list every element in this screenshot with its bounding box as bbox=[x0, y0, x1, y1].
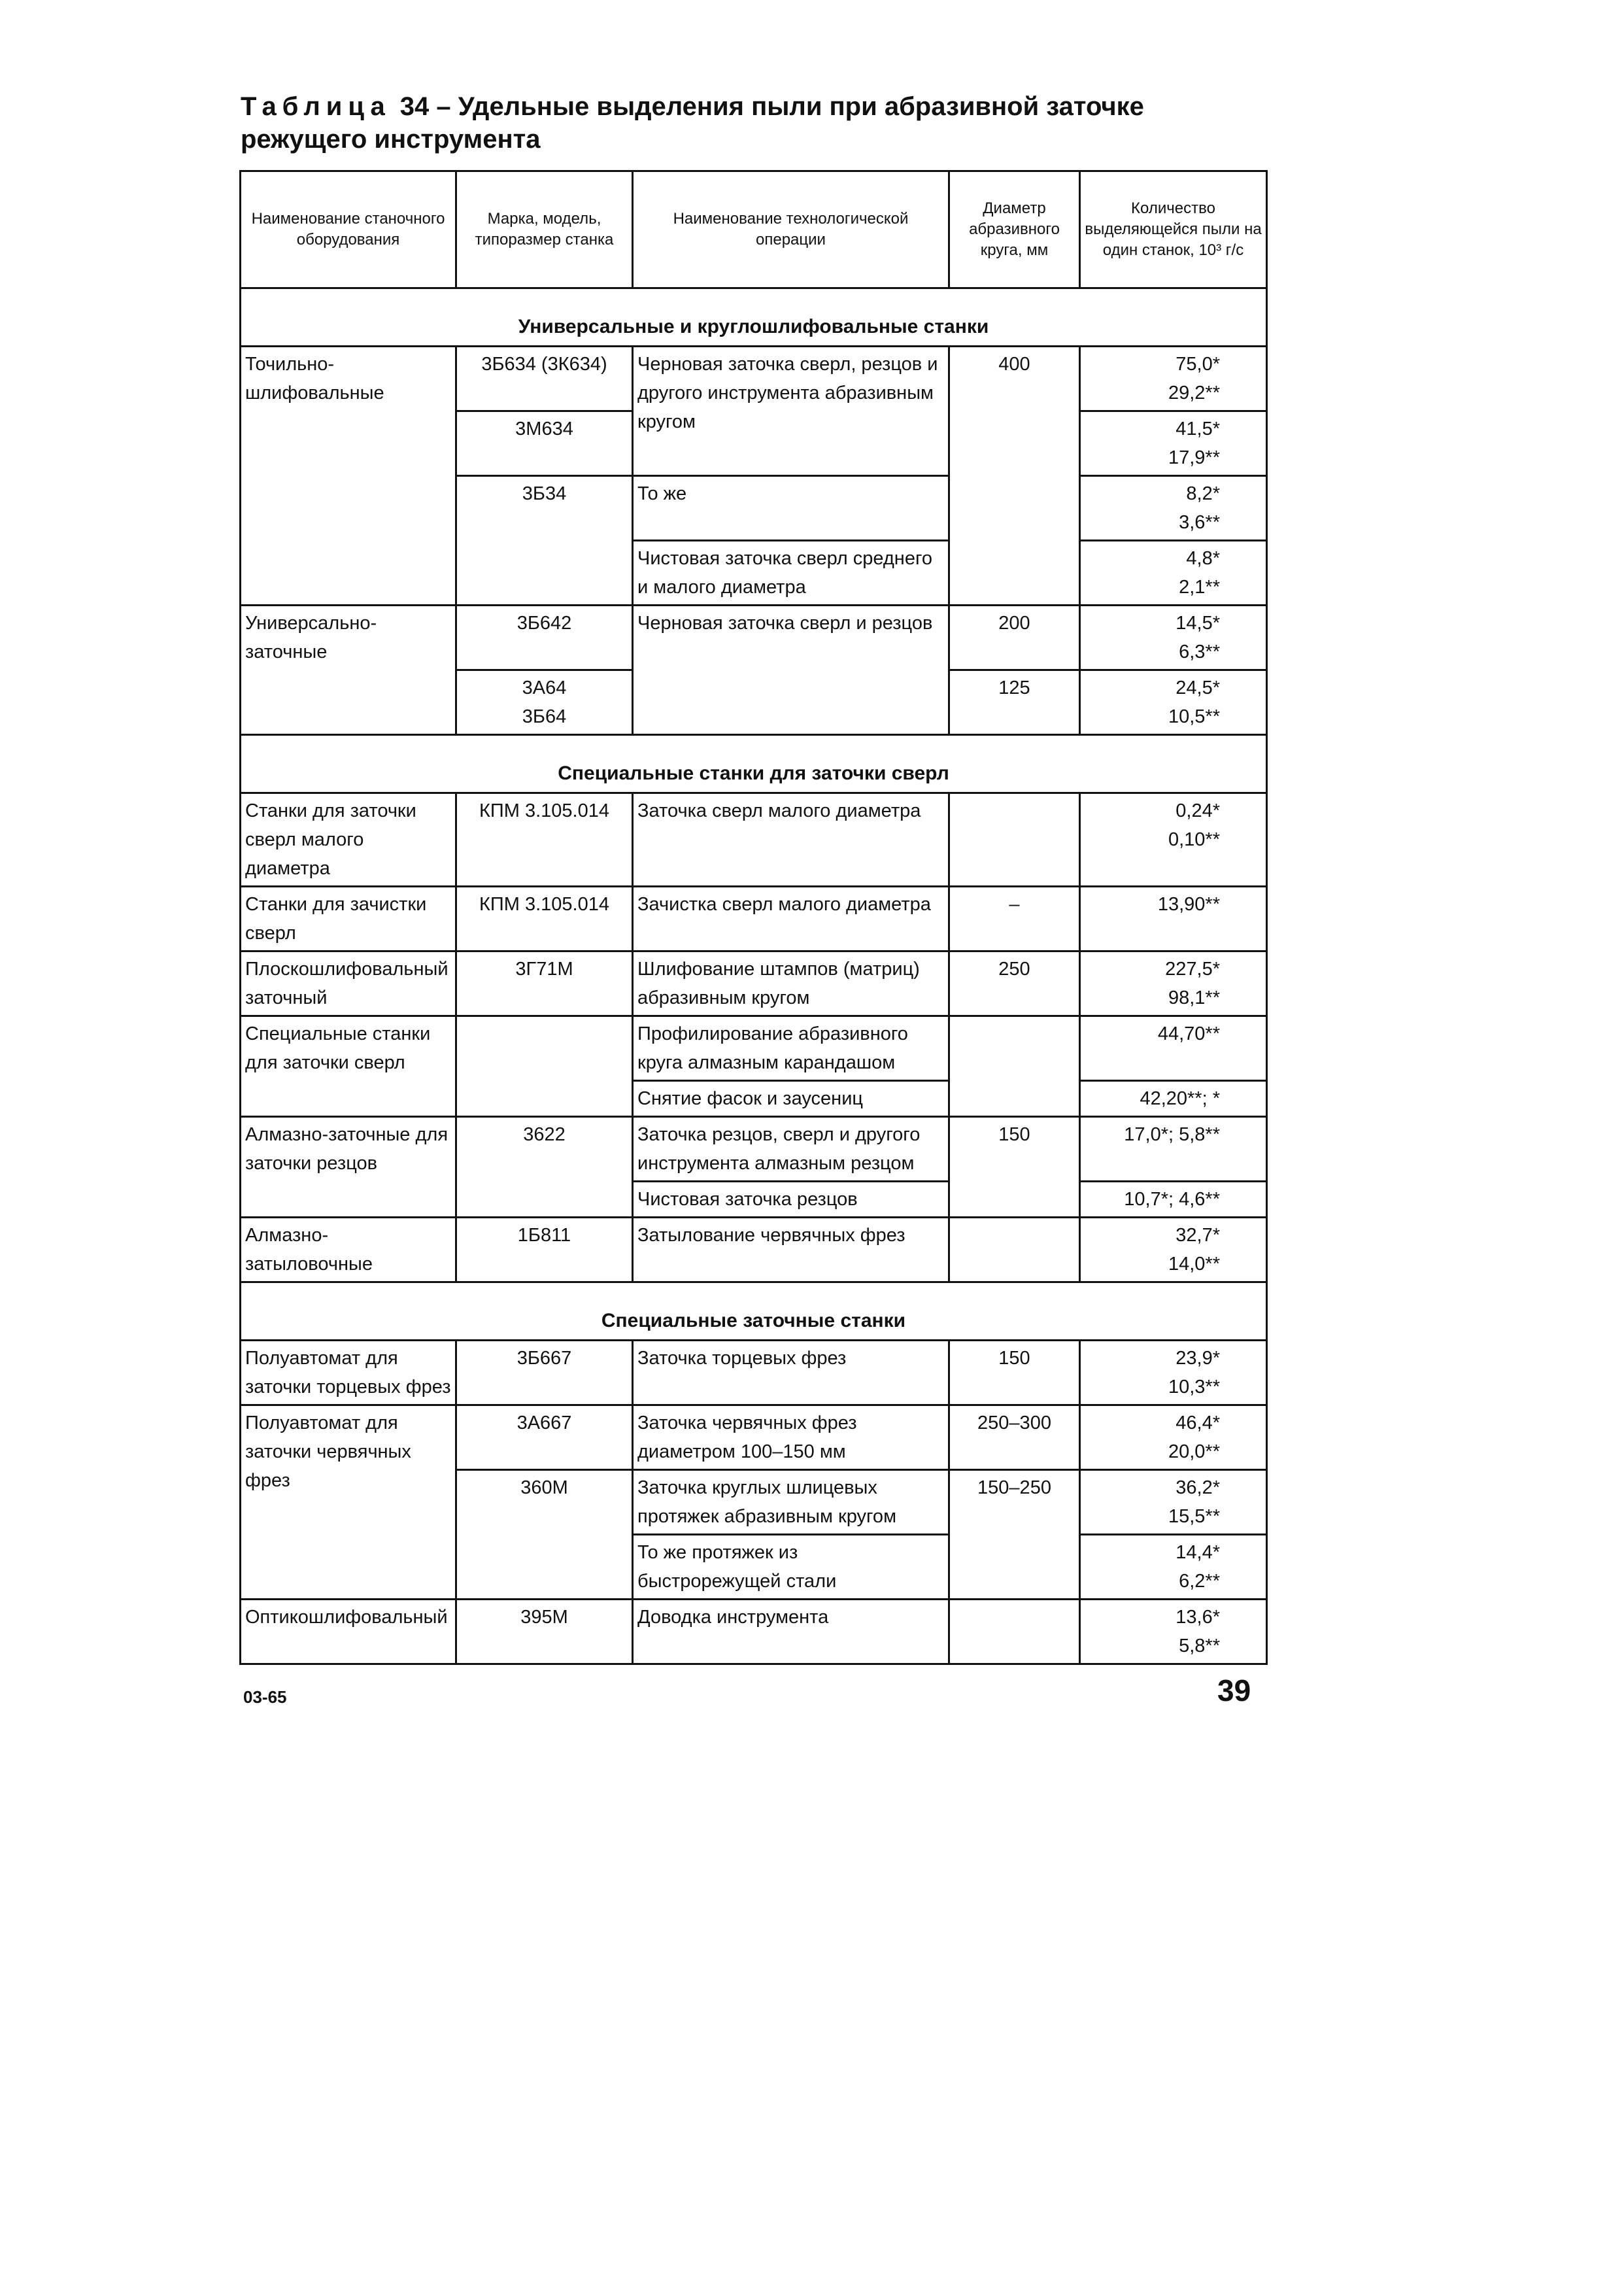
model-cell: 3622 bbox=[456, 1117, 633, 1218]
dust-value: 32,7* bbox=[1176, 1225, 1220, 1246]
equipment-cell: Станки для зачистки сверл bbox=[241, 887, 456, 951]
dust-value: 10,7*; 4,6** bbox=[1124, 1189, 1220, 1210]
model-cell: 3Б642 bbox=[456, 606, 633, 670]
model-cell: 3Б34 bbox=[456, 476, 633, 606]
equipment-cell: Полуавтомат для заточки червячных фрез bbox=[241, 1405, 456, 1600]
dust-value: 0,24* bbox=[1176, 800, 1220, 821]
operation-cell: Затылование червячных фрез bbox=[633, 1218, 949, 1282]
dust-value: 36,2* bbox=[1176, 1477, 1220, 1498]
model-cell: КПМ 3.105.014 bbox=[456, 793, 633, 887]
operation-cell: Чистовая заточка резцов bbox=[633, 1182, 949, 1218]
model-cell bbox=[456, 670, 633, 735]
model-cell: 3Б634 (3К634) bbox=[456, 347, 633, 411]
header-dust-amount: Количество выделяющейся пыли на один станок, 10³ г/с bbox=[1080, 171, 1267, 288]
operation-cell: То же протяжек из быстрорежущей стали bbox=[633, 1535, 949, 1600]
dust-value: 17,9** bbox=[1168, 447, 1220, 468]
table-title-number: 34 bbox=[399, 92, 430, 121]
dust-emission-table bbox=[239, 170, 1268, 1665]
dust-cell bbox=[1080, 541, 1267, 606]
dust-value: 13,6* bbox=[1176, 1607, 1220, 1628]
dust-cell bbox=[1080, 1405, 1267, 1470]
model-cell: 3А667 bbox=[456, 1405, 633, 1470]
dust-cell bbox=[1080, 476, 1267, 541]
section-row bbox=[241, 288, 1267, 347]
operation-cell: То же bbox=[633, 476, 949, 541]
header-model: Марка, модель, типоразмер станка bbox=[456, 171, 633, 288]
model-cell bbox=[456, 1016, 633, 1117]
dust-value: 42,20**; * bbox=[1140, 1088, 1220, 1109]
dust-cell bbox=[1080, 1117, 1267, 1182]
equipment-cell: Точильно-шлифовальные bbox=[241, 347, 456, 606]
table-row bbox=[241, 1600, 1267, 1664]
dust-value: 14,4* bbox=[1176, 1542, 1220, 1563]
dust-value: 17,0*; 5,8** bbox=[1124, 1124, 1220, 1145]
dust-cell bbox=[1080, 1470, 1267, 1535]
table-title bbox=[241, 90, 1260, 156]
dust-value: 41,5* bbox=[1176, 419, 1220, 439]
model-value: 3Б64 bbox=[522, 706, 567, 727]
dust-value: 4,8* bbox=[1186, 548, 1220, 569]
operation-cell: Снятие фасок и заусениц bbox=[633, 1081, 949, 1117]
diameter-cell: 150–250 bbox=[949, 1470, 1080, 1600]
diameter-cell bbox=[949, 1016, 1080, 1117]
equipment-cell: Алмазно-затыловочные bbox=[241, 1218, 456, 1282]
diameter-cell: 200 bbox=[949, 606, 1080, 670]
dust-value: 24,5* bbox=[1176, 677, 1220, 698]
table-row bbox=[241, 347, 1267, 411]
dust-cell bbox=[1080, 1218, 1267, 1282]
dust-cell bbox=[1080, 887, 1267, 951]
dust-value: 6,3** bbox=[1179, 642, 1220, 662]
table-row bbox=[241, 951, 1267, 1016]
header-equipment: Наименование станочного оборудования bbox=[241, 171, 456, 288]
dust-value: 20,0** bbox=[1168, 1441, 1220, 1462]
model-cell: 360М bbox=[456, 1470, 633, 1600]
operation-cell: Черновая заточка сверл, резцов и другого инструмента абразивным кругом bbox=[633, 347, 949, 476]
dust-value: 3,6** bbox=[1179, 512, 1220, 533]
dust-value: 6,2** bbox=[1179, 1571, 1220, 1592]
page-number: 39 bbox=[1217, 1673, 1251, 1707]
model-cell: 395М bbox=[456, 1600, 633, 1664]
model-cell: 1Б811 bbox=[456, 1218, 633, 1282]
table-row bbox=[241, 793, 1267, 887]
table-row bbox=[241, 1405, 1267, 1470]
equipment-cell: Алмазно-заточные для заточки резцов bbox=[241, 1117, 456, 1218]
dust-cell bbox=[1080, 347, 1267, 411]
diameter-cell: 400 bbox=[949, 347, 1080, 606]
equipment-cell: Оптикошлифовальный bbox=[241, 1600, 456, 1664]
operation-cell: Заточка сверл малого диаметра bbox=[633, 793, 949, 887]
operation-cell: Профилирование абразивного круга алмазным карандашом bbox=[633, 1016, 949, 1081]
section-row bbox=[241, 735, 1267, 793]
operation-cell: Заточка торцевых фрез bbox=[633, 1341, 949, 1405]
section-heading: Специальные заточные станки bbox=[241, 1282, 1267, 1341]
equipment-cell: Станки для заточки сверл малого диаметра bbox=[241, 793, 456, 887]
equipment-cell: Полуавтомат для заточки торцевых фрез bbox=[241, 1341, 456, 1405]
operation-cell: Чистовая заточка сверл среднего и малого диаметра bbox=[633, 541, 949, 606]
diameter-cell: 125 bbox=[949, 670, 1080, 735]
dust-value: 14,5* bbox=[1176, 613, 1220, 634]
diameter-cell: 150 bbox=[949, 1117, 1080, 1218]
table-row bbox=[241, 887, 1267, 951]
dust-cell bbox=[1080, 1081, 1267, 1117]
dust-value: 8,2* bbox=[1186, 483, 1220, 504]
operation-cell: Заточка круглых шлицевых протяжек абразивным кругом bbox=[633, 1470, 949, 1535]
model-cell: 3Б667 bbox=[456, 1341, 633, 1405]
dust-value: 29,2** bbox=[1168, 383, 1220, 403]
model-value: 3А64 bbox=[522, 677, 567, 698]
equipment-cell: Универсально-заточные bbox=[241, 606, 456, 735]
dust-cell bbox=[1080, 411, 1267, 476]
table-row bbox=[241, 606, 1267, 670]
section-heading: Специальные станки для заточки сверл bbox=[241, 735, 1267, 793]
operation-cell: Заточка червячных фрез диаметром 100–150 мм bbox=[633, 1405, 949, 1470]
header-diameter: Диаметр абразивного круга, мм bbox=[949, 171, 1080, 288]
diameter-cell bbox=[949, 793, 1080, 887]
header-row bbox=[241, 171, 1267, 288]
dust-cell bbox=[1080, 951, 1267, 1016]
document-code: 03-65 bbox=[243, 1687, 287, 1707]
model-cell: 3Г71М bbox=[456, 951, 633, 1016]
dust-value: 44,70** bbox=[1157, 1023, 1220, 1044]
diameter-cell: 150 bbox=[949, 1341, 1080, 1405]
dust-cell bbox=[1080, 670, 1267, 735]
model-cell: 3М634 bbox=[456, 411, 633, 476]
operation-cell: Шлифование штампов (матриц) абразивным кругом bbox=[633, 951, 949, 1016]
diameter-cell: – bbox=[949, 887, 1080, 951]
dust-value: 14,0** bbox=[1168, 1254, 1220, 1275]
dust-cell bbox=[1080, 793, 1267, 887]
table-title-text: – Удельные выделения пыли при абразивной заточке режущего инструмента bbox=[241, 92, 1144, 154]
dust-value: 13,90** bbox=[1157, 894, 1220, 915]
section-heading: Универсальные и круглошлифовальные станки bbox=[241, 288, 1267, 347]
dust-value: 15,5** bbox=[1168, 1506, 1220, 1527]
dust-cell bbox=[1080, 1600, 1267, 1664]
dust-cell bbox=[1080, 1535, 1267, 1600]
dust-value: 23,9* bbox=[1176, 1348, 1220, 1369]
model-cell: КПМ 3.105.014 bbox=[456, 887, 633, 951]
dust-value: 2,1** bbox=[1179, 577, 1220, 598]
section-row bbox=[241, 1282, 1267, 1341]
diameter-cell bbox=[949, 1218, 1080, 1282]
dust-value: 75,0* bbox=[1176, 354, 1220, 375]
dust-value: 0,10** bbox=[1168, 829, 1220, 850]
dust-value: 10,5** bbox=[1168, 706, 1220, 727]
operation-cell: Доводка инструмента bbox=[633, 1600, 949, 1664]
dust-value: 98,1** bbox=[1168, 987, 1220, 1008]
operation-cell: Заточка резцов, сверл и другого инструмента алмазным резцом bbox=[633, 1117, 949, 1182]
dust-value: 5,8** bbox=[1179, 1636, 1220, 1656]
table-row bbox=[241, 1117, 1267, 1182]
diameter-cell bbox=[949, 1600, 1080, 1664]
table-row bbox=[241, 1341, 1267, 1405]
equipment-cell: Плоскошлифовальный заточный bbox=[241, 951, 456, 1016]
equipment-cell: Специальные станки для заточки сверл bbox=[241, 1016, 456, 1117]
dust-cell bbox=[1080, 1182, 1267, 1218]
table-row bbox=[241, 1218, 1267, 1282]
operation-cell: Зачистка сверл малого диаметра bbox=[633, 887, 949, 951]
dust-value: 46,4* bbox=[1176, 1413, 1220, 1433]
dust-value: 10,3** bbox=[1168, 1377, 1220, 1397]
table-title-prefix: Таблица bbox=[241, 92, 391, 121]
dust-cell bbox=[1080, 606, 1267, 670]
dust-cell bbox=[1080, 1341, 1267, 1405]
table-row bbox=[241, 1016, 1267, 1081]
operation-cell: Черновая заточка сверл и резцов bbox=[633, 606, 949, 735]
header-operation: Наименование технологической операции bbox=[633, 171, 949, 288]
diameter-cell: 250 bbox=[949, 951, 1080, 1016]
dust-cell bbox=[1080, 1016, 1267, 1081]
diameter-cell: 250–300 bbox=[949, 1405, 1080, 1470]
dust-value: 227,5* bbox=[1165, 959, 1220, 980]
